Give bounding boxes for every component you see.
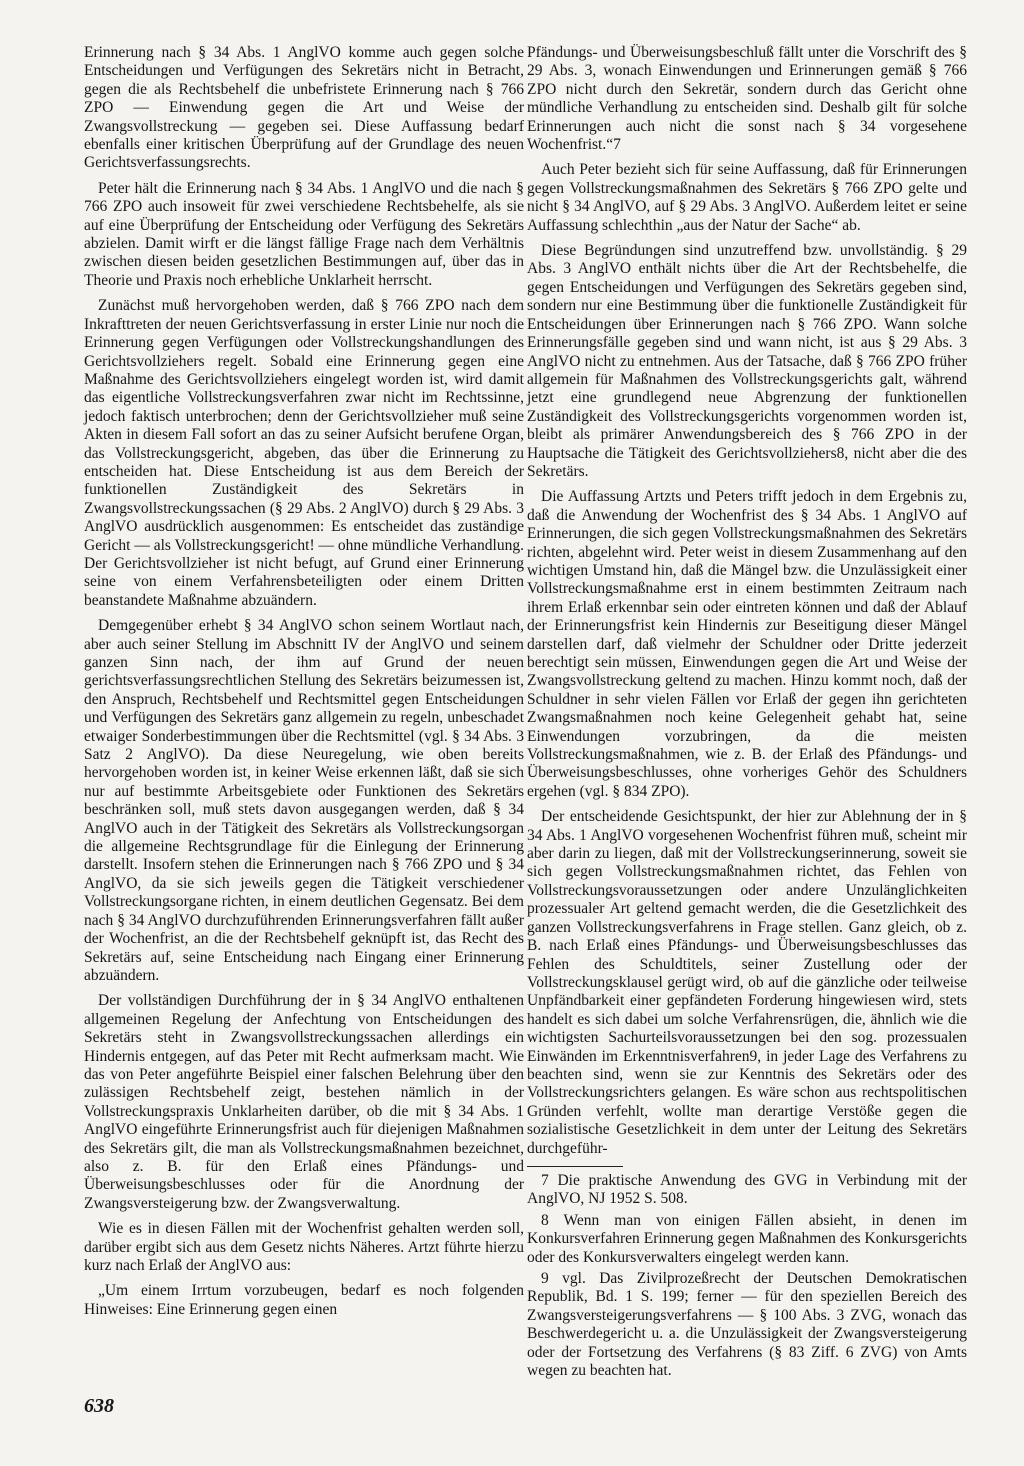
footnote-divider <box>527 1166 623 1167</box>
footnote-7: 7 Die praktische Anwendung des GVG in Verbindung mit der AnglVO, NJ 1952 S. 508. <box>527 1171 967 1208</box>
paragraph: Zunächst muß hervorgehoben werden, daß § 766 ZPO nach dem Inkrafttreten der neuen Gerichtsverfassung in erster Linie nur noch die Erinnerung gegen Verfügungen oder Vollstreckungshandlungen des Gerichtsvollziehers regelt. Sobald eine Erinnerung gegen eine Maßnahme des Gerichtsvollziehers eingelegt worden ist, wird damit das eigentliche Vollstreckungsverfahren zwar nicht im Rechtssinne, jedoch faktisch unterbrochen; denn der Gerichtsvollzieher muß seine Akten in diesem Fall sofort an das zu seiner Aufsicht berufene Organ, das Vollstreckungsgericht, abgeben, das über die Erinnerung zu entscheiden hat. Diese Entscheidung ist aus dem Bereich der funktionellen Zuständigkeit des Sekretärs in Zwangsvollstreckungssachen (§ 29 Abs. 2 AnglVO) durch § 29 Abs. 3 AnglVO ausdrücklich ausgenommen: Es entscheidet das zuständige Gericht — als Vollstreckungsgericht! — ohne mündliche Verhandlung. Der Gerichtsvollzieher ist nicht befugt, auf Grund einer Erinnerung seine von einem Verfahrensbeteiligten oder einem Dritten beanstandete Maßnahme abzuändern. <box>84 297 524 609</box>
paragraph: Der entscheidende Gesichtspunkt, der hier zur Ablehnung der in § 34 Abs. 1 AnglVO vorgesehenen Wochenfrist führen muß, scheint mir aber darin zu liegen, daß mit der Vollstreckungserinnerung, soweit sie sich gegen Vollstreckungsmaßnahmen richtet, das Fehlen von Vollstreckungsvoraussetzungen oder andere Unzulänglichkeiten prozessualer Art geltend gemacht werden, die die Gesetzlichkeit des ganzen Vollstreckungsverfahrens in Frage stellen. Ganz gleich, ob z. B. nach Erlaß eines Pfändungs- und Überweisungsbeschlusses das Fehlen des Schuldtitels, seiner Zustellung oder der Vollstreckungsklausel gerügt wird, ob auf die gänzliche oder teilweise Unpfändbarkeit einer gepfändeten Forderung hingewiesen wird, stets handelt es sich dabei um solche Verfahrensrügen, die, ähnlich wie die wichtigsten Sachurteilsvoraussetzungen bei den sog. prozessualen Einwänden im Erkenntnisverfahren9, in jeder Lage des Verfahrens zu beachten sind, wenn sie zur Kenntnis des Sekretärs oder des Vollstreckungsrichters gelangen. Es wäre schon aus rechtspolitischen Gründen verfehlt, wollte man derartige Verstöße gegen die sozialistische Gesetzlichkeit in dem unter der Leitung des Sekretärs durchgeführ- <box>527 808 967 1157</box>
right-text-column <box>527 44 967 1380</box>
footnotes <box>527 1172 967 1380</box>
paragraph: Auch Peter bezieht sich für seine Auffassung, daß für Erinnerungen gegen Vollstreckungsmaßnahmen des Sekretärs § 766 ZPO gelte und nicht § 34 AnglVO, auf § 29 Abs. 3 AnglVO. Außerdem leitet er seine Auffassung schlechthin „aus der Natur der Sache“ ab. <box>527 161 967 234</box>
paragraph: Der vollständigen Durchführung der in § 34 AnglVO enthaltenen allgemeinen Regelung der Anfechtung von Entscheidungen des Sekretärs steht in Zwangsvollstreckungssachen allerdings ein Hindernis entgegen, auf das Peter mit Recht aufmerksam macht. Wie das von Peter angeführte Beispiel einer falschen Belehrung über den zulässigen Rechtsbehelf zeigt, bestehen nämlich in der Vollstreckungspraxis Unklarheiten darüber, ob die mit § 34 Abs. 1 AnglVO eingeführte Erinnerungsfrist auch für diejenigen Maßnahmen des Sekretärs gilt, die man als Vollstreckungsmaßnahmen bezeichnet, also z. B. für den Erlaß eines Pfändungs- und Überweisungsbeschlusses oder für die Anordnung der Zwangsversteigerung bzw. der Zwangsverwaltung. <box>84 992 524 1212</box>
paragraph: Demgegenüber erhebt § 34 AnglVO schon seinem Wortlaut nach, aber auch seiner Stellung im Abschnitt IV der AnglVO und seinem ganzen Sinn nach, der ihm auf Grund der neuen gerichtsverfassungsrechtlichen Stellung des Sekretärs beizumessen ist, den Anspruch, Rechtsbehelf und Rechtsmittel gegen Entscheidungen und Verfügungen des Sekretärs ganz allgemein zu regeln, unbeschadet etwaiger Sonderbestimmungen über die Rechtsmittel (vgl. § 34 Abs. 3 Satz 2 AnglVO). Da diese Neuregelung, wie oben bereits hervorgehoben worden ist, in keiner Weise erkennen läßt, daß sie sich nur auf bestimmte Arbeitsgebiete oder Funktionen des Sekretärs beschränken soll, muß stets davon ausgegangen werden, daß § 34 AnglVO auch in der Tätigkeit des Sekretärs als Vollstreckungsorgan die allgemeine Rechtsgrundlage für die Einlegung der Erinnerung darstellt. Insofern stehen die Erinnerungen nach § 766 ZPO und § 34 AnglVO, da sie sich jeweils gegen die Tätigkeit verschiedener Vollstreckungsorgane richten, in einem deutlichen Gegensatz. Bei dem nach § 34 AnglVO durchzuführenden Erinnerungsverfahren fällt außer der Wochenfrist, an die der Rechtsbehelf geknüpft ist, das Recht des Sekretärs auf, seine Entscheidung nach Eingang einer Erinnerung abzuändern. <box>84 617 524 984</box>
paragraph: Diese Begründungen sind unzutreffend bzw. unvollständig. § 29 Abs. 3 AnglVO enthält nichts über die Art der Rechtsbehelfe, die gegen Entscheidungen und Verfügungen des Sekretärs gegeben sind, sondern nur eine Bestimmung über die funktionelle Zuständigkeit für Entscheidungen über Erinnerungen nach § 766 ZPO. Wann solche Erinnerungsfälle gegeben sind und wann nicht, ist aus § 29 Abs. 3 AnglVO nicht zu entnehmen. Aus der Tatsache, daß § 766 ZPO früher allgemein für Maßnahmen des Vollstreckungsgerichts galt, während jetzt eine grundlegend neue Abgrenzung der funktionellen Zuständigkeit des Vollstreckungsgerichts vorgenommen worden ist, bleibt als primärer Anwendungsbereich des § 766 ZPO in der Hauptsache die Tätigkeit des Gerichtsvollziehers8, nicht aber die des Sekretärs. <box>527 242 967 480</box>
footnote-8: 8 Wenn man von einigen Fällen absieht, in denen im Konkursverfahren Erinnerung gegen Maßnahmen des Konkursgerichts oder des Konkursverwalters eingelegt werden kann. <box>527 1211 967 1266</box>
left-text-column <box>84 44 524 1319</box>
paragraph: Erinnerung nach § 34 Abs. 1 AnglVO komme auch gegen solche Entscheidungen und Verfügungen des Sekretärs nicht in Betracht, gegen die als Rechtsbehelf die unbefristete Erinnerung nach § 766 ZPO — Einwendung gegen die Art und Weise der Zwangsvollstreckung — gegeben sei. Diese Auffassung bedarf ebenfalls einer kritischen Überprüfung auf der Grundlage des neuen Gerichtsverfassungsrechts. <box>84 44 524 172</box>
paragraph: Peter hält die Erinnerung nach § 34 Abs. 1 AnglVO und die nach § 766 ZPO auch insoweit für zwei verschiedene Rechtsbehelfe, als sie auf eine Überprüfung der Entscheidung oder Verfügung des Sekretärs abzielen. Damit wirft er die längst fällige Frage nach dem Verhältnis zwischen diesen beiden gesetzlichen Bestimmungen auf, über das in Theorie und Praxis noch erhebliche Unklarheit herrscht. <box>84 179 524 289</box>
quote-paragraph: „Um einem Irrtum vorzubeugen, bedarf es noch folgenden Hinweises: Eine Erinnerung gegen einen <box>84 1282 524 1318</box>
paragraph: Pfändungs- und Überweisungsbeschluß fällt unter die Vorschrift des § 29 Abs. 3, wonach Einwendungen und Erinnerungen gemäß § 766 ZPO nicht durch den Sekretär, sondern durch das Gericht ohne mündliche Verhandlung zu entscheiden sind. Deshalb gilt für solche Erinnerungen auch nicht die sonst nach § 34 vorgesehene Wochenfrist.“7 <box>527 44 967 154</box>
paragraph: Wie es in diesen Fällen mit der Wochenfrist gehalten werden soll, darüber ergibt sich aus dem Gesetz nichts Näheres. Artzt führte hierzu kurz nach Erlaß der AnglVO aus: <box>84 1220 524 1274</box>
paragraph: Die Auffassung Artzts und Peters trifft jedoch in dem Ergebnis zu, daß die Anwendung der Wochenfrist des § 34 Abs. 1 AnglVO auf Erinnerungen, die sich gegen Vollstreckungsmaßnahmen des Sekretärs richten, abgelehnt wird. Peter weist in diesem Zusammenhang auf den wichtigen Umstand hin, daß die Mängel bzw. die Unzulässigkeit einer Vollstreckungsmaßnahme erst in einem bestimmten Zeitraum nach ihrem Erlaß erkennbar sein oder eintreten können und daß der Ablauf der Erinnerungsfrist kein Hindernis zur Beseitigung dieser Mängel darstellen darf, daß vielmehr der Schuldner oder Dritte jederzeit berechtigt sein müssen, Einwendungen gegen die Art und Weise der Zwangsvollstreckung geltend zu machen. Hinzu kommt noch, daß der Schuldner in sehr vielen Fällen vor Erlaß der gegen ihn gerichteten Zwangsmaßnahmen noch keine Gelegenheit gehabt hat, seine Einwendungen vorzubringen, da die meisten Vollstreckungsmaßnahmen, wie z. B. der Erlaß des Pfändungs- und Überweisungsbeschlusses, ohne vorheriges Gehör des Schuldners ergehen (vgl. § 834 ZPO). <box>527 488 967 800</box>
page-number: 638 <box>84 1395 114 1417</box>
footnote-9: 9 vgl. Das Zivilprozeßrecht der Deutschen Demokratischen Republik, Bd. 1 S. 199; ferner — für den speziellen Bereich des Zwangsversteigerungsverfahrens — § 100 Abs. 3 ZVG, wonach das Beschwerdegericht u. a. die Unzulässigkeit der Zwangsversteigerung oder der Fortsetzung des Verfahrens (§ 83 Ziff. 6 ZVG) von Amts wegen zu beachten hat. <box>527 1270 967 1380</box>
